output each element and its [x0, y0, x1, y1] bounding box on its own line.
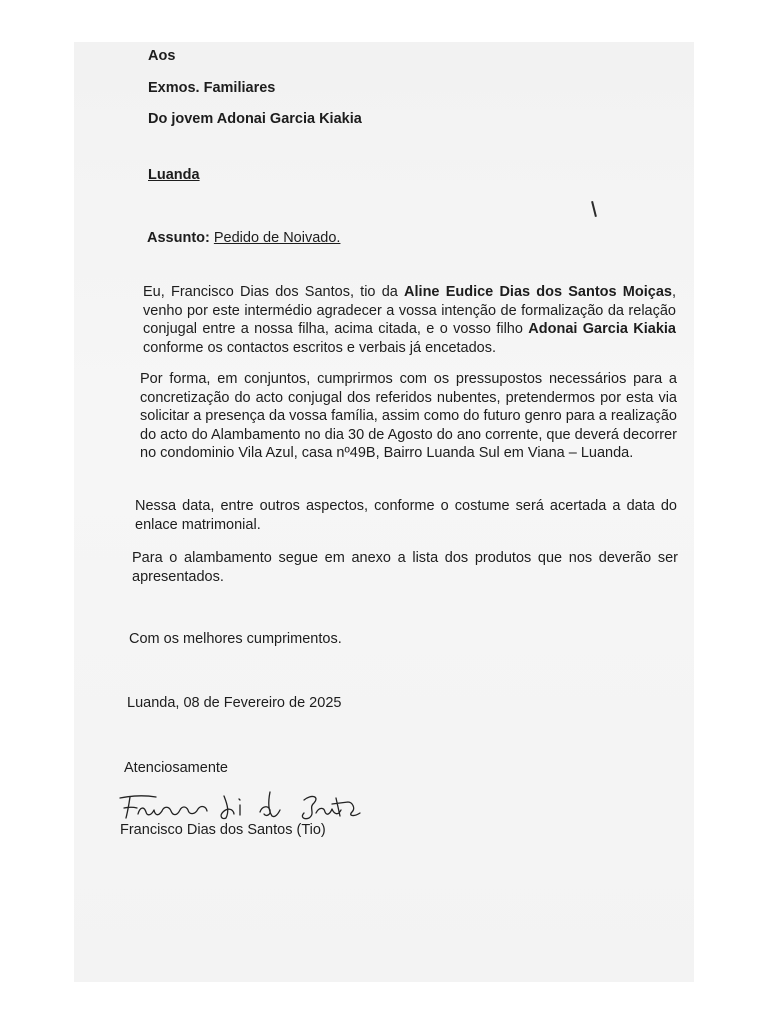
recipient-line-3: Do jovem Adonai Garcia Kiakia — [148, 111, 362, 127]
paragraph-3: Nessa data, entre outros aspectos, conforme o costume será acertada a data do enlace matrimonial. — [135, 498, 677, 533]
paragraph-2: Por forma, em conjuntos, cumprirmos com os pressupostos necessários para a concretização do acto conjugal dos referidos nubentes, pretendermos por esta via solicitar a presença da vossa família, assim como do futuro genro para a realização do acto do Alambamento no dia 30 de Agosto do ano corrente, que deverá decorrer no condominio Vila Azul, casa nº49B, Bairro Luanda Sul em Viana – Luanda. — [140, 371, 677, 462]
paragraph-1 — [143, 283, 676, 357]
bride-name: Aline Eudice Dias dos Santos Moiças — [404, 284, 672, 300]
subject-line — [147, 228, 340, 248]
recipient-line-1: Aos — [148, 48, 176, 64]
groom-name: Adonai Garcia Kiakia — [528, 321, 676, 338]
paragraph-4: Para o alambamento segue em anexo a lista dos produtos que nos deverão ser apresentados. — [132, 550, 678, 585]
regards-line: Atenciosamente — [124, 760, 228, 776]
paragraph-1-text-b: , venho por este intermédio agradecer a vossa intenção de formalização da relação conjugal entre a nossa filha, acima citada, e o vosso filho — [143, 284, 676, 338]
subject-text: Pedido de Noivado. — [213, 230, 341, 246]
closing-line: Com os melhores cumprimentos. — [129, 631, 342, 647]
subject-label: Assunto: — [147, 230, 210, 246]
recipient-line-2: Exmos. Familiares — [148, 80, 276, 96]
date-line: Luanda, 08 de Fevereiro de 2025 — [127, 695, 342, 711]
paragraph-1-text-a: Eu, Francisco Dias dos Santos, tio da — [143, 284, 405, 300]
paragraph-1-text-c: conforme os contactos escritos e verbais já encetados. — [143, 339, 497, 356]
city-heading: Luanda — [148, 167, 200, 183]
signer-name: Francisco Dias dos Santos (Tio) — [120, 822, 326, 838]
